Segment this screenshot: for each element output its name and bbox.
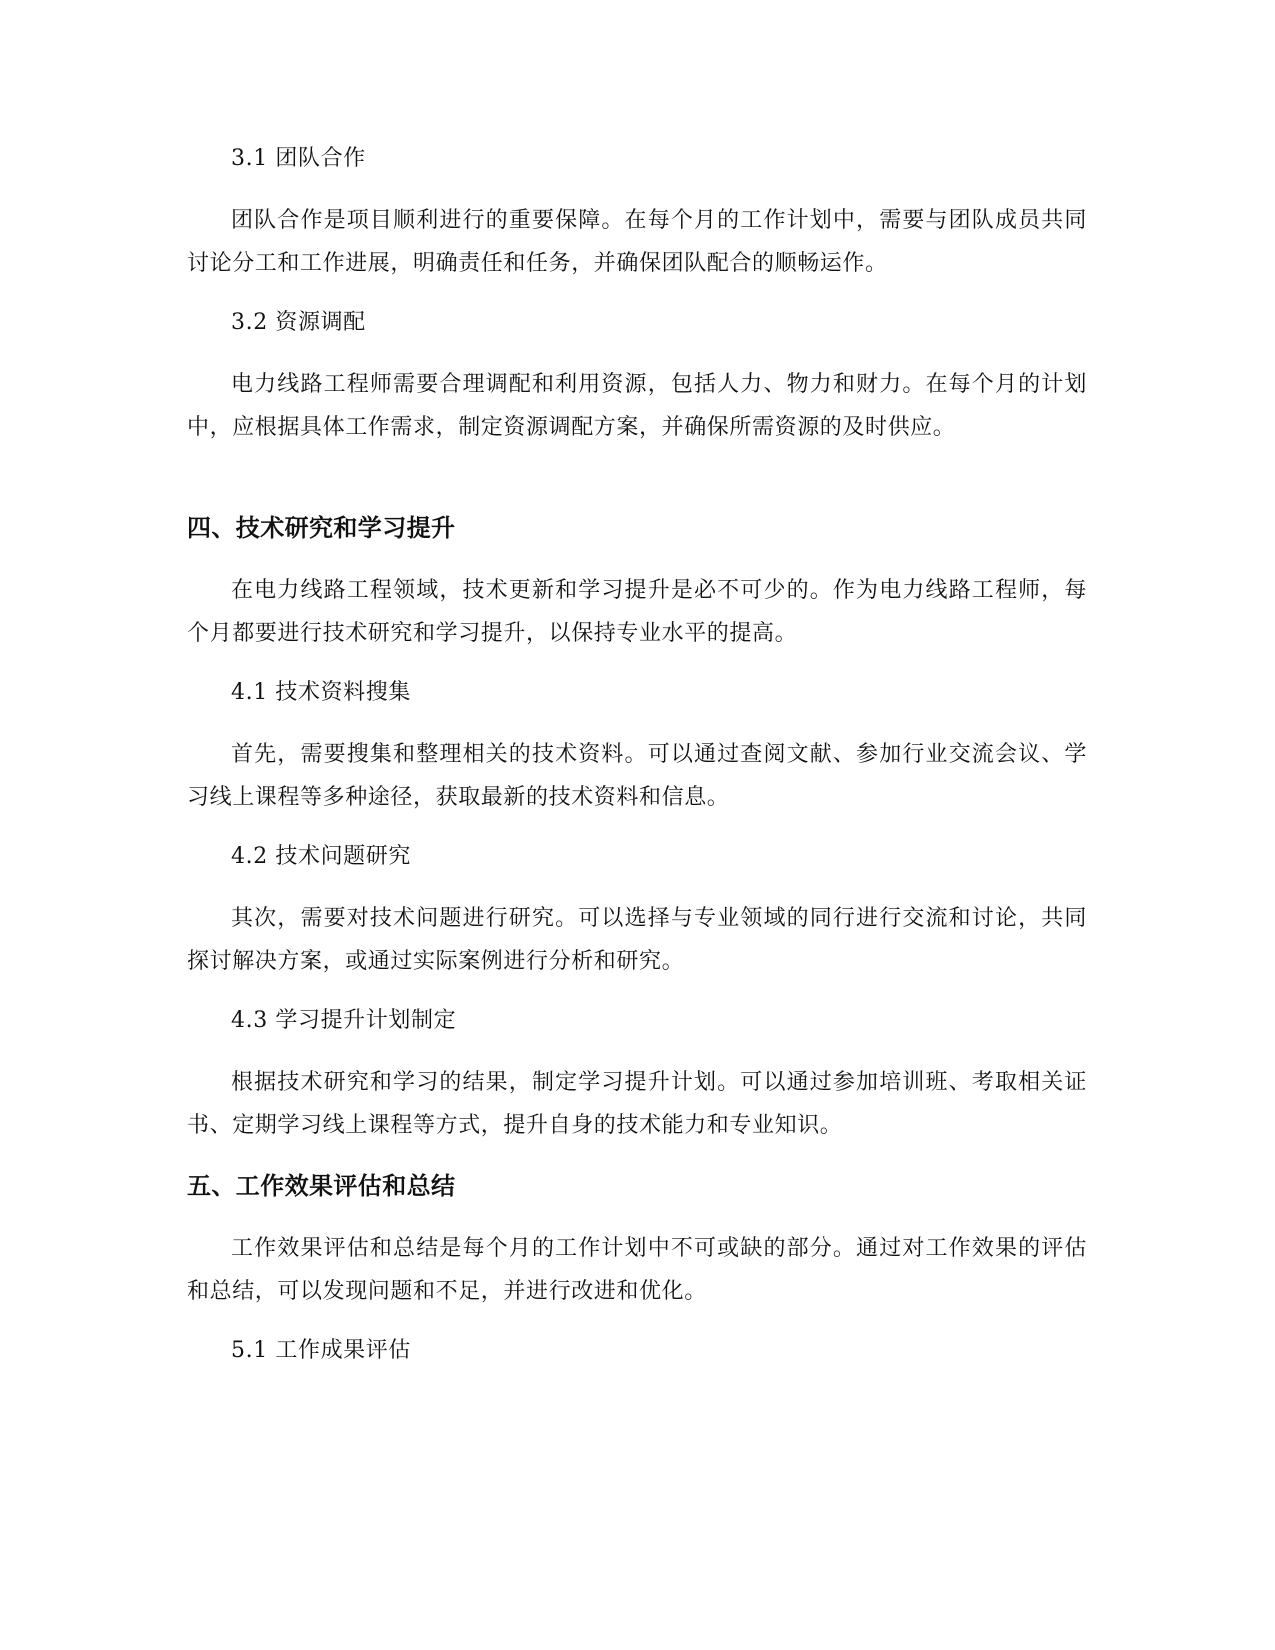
subsection-title-5-1: 5.1 工作成果评估 [231, 1338, 411, 1363]
paragraph-3-2: 电力线路工程师需要合理调配和利用资源，包括人力、物力和财力。在每个月的计划中，应根据具体工作需求，制定资源调配方案，并确保所需资源的及时供应。 [187, 372, 1087, 440]
subsection-title-4-2: 4.2 技术问题研究 [231, 844, 411, 869]
paragraph-5-intro: 工作效果评估和总结是每个月的工作计划中不可或缺的部分。通过对工作效果的评估和总结，可以发现问题和不足，并进行改进和优化。 [187, 1236, 1087, 1304]
paragraph-4-intro: 在电力线路工程领域，技术更新和学习提升是必不可少的。作为电力线路工程师，每个月都要进行技术研究和学习提升，以保持专业水平的提高。 [187, 578, 1087, 646]
paragraph-4-2: 其次，需要对技术问题进行研究。可以选择与专业领域的同行进行交流和讨论，共同探讨解决方案，或通过实际案例进行分析和研究。 [187, 906, 1087, 974]
paragraph-4-3: 根据技术研究和学习的结果，制定学习提升计划。可以通过参加培训班、考取相关证书、定期学习线上课程等方式，提升自身的技术能力和专业知识。 [187, 1070, 1087, 1138]
paragraph-3-1: 团队合作是项目顺利进行的重要保障。在每个月的工作计划中，需要与团队成员共同讨论分工和工作进展，明确责任和任务，并确保团队配合的顺畅运作。 [187, 208, 1087, 276]
subsection-title-3-1: 3.1 团队合作 [231, 146, 366, 171]
subsection-title-4-1: 4.1 技术资料搜集 [231, 680, 411, 705]
paragraph-4-1: 首先，需要搜集和整理相关的技术资料。可以通过查阅文献、参加行业交流会议、学习线上课程等多种途径，获取最新的技术资料和信息。 [187, 742, 1087, 810]
subsection-title-4-3: 4.3 学习提升计划制定 [231, 1008, 457, 1033]
section-heading-5: 五、工作效果评估和总结 [187, 1172, 456, 1200]
section-heading-4: 四、技术研究和学习提升 [187, 514, 456, 542]
subsection-title-3-2: 3.2 资源调配 [231, 310, 366, 335]
